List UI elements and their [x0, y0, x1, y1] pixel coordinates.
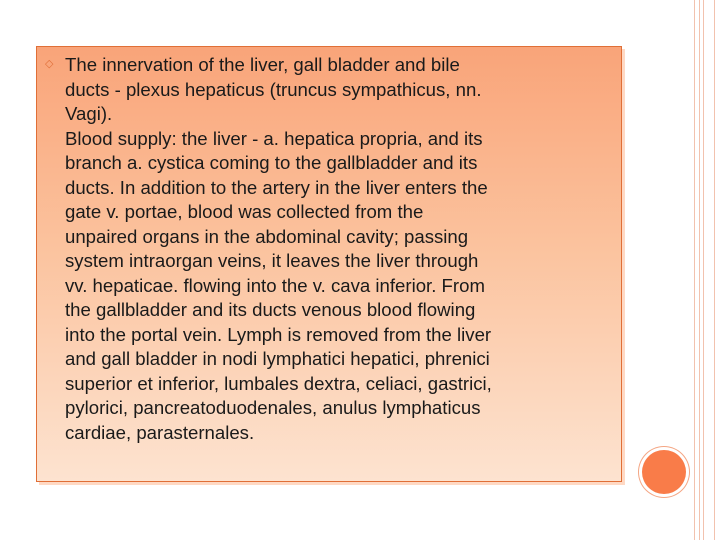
- decorative-stripe: [699, 0, 700, 540]
- slide-body-text: The innervation of the liver, gall bladder and bile ducts - plexus hepaticus (truncus sympathicus, nn. Vagi). Blood supply: the liver - a. hepatica propria, and its branch a. cystica coming to the gallbladder and its ducts. In addition to the artery in the liver enters the gate v. portae, blood was collected from the unpaired organs in the abdominal cavity; passing system intraorgan veins, it leaves the liver through vv. hepaticae. flowing into the v. cava inferior. From the gallbladder and its ducts venous blood flowing into the portal vein. Lymph is removed from the liver and gall bladder in nodi lymphatici hepatici, phrenici superior et inferior, lumbales dextra, celiaci, gastrici, pylorici, pancreatoduodenales, anulus lymphaticus cardiae, parasternales.: [65, 54, 492, 443]
- content-panel: [36, 46, 622, 482]
- diamond-bullet-icon: ◇: [45, 58, 54, 70]
- decorative-stripe: [694, 0, 695, 540]
- decorative-stripe: [703, 0, 704, 540]
- decorative-circle: [642, 450, 686, 494]
- decorative-stripe: [714, 0, 715, 540]
